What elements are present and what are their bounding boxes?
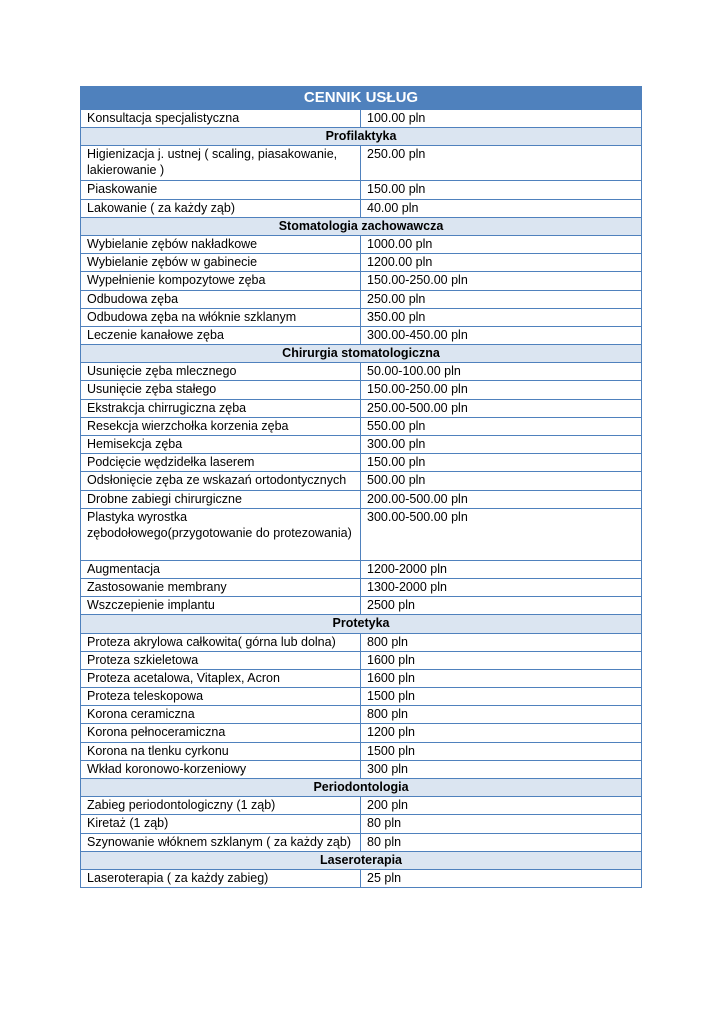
price-row <box>81 254 642 272</box>
service-name: Leczenie kanałowe zęba <box>81 326 361 344</box>
service-name: Higienizacja j. ustnej ( scaling, piasakowanie, lakierowanie ) <box>81 146 361 181</box>
service-price: 1200-2000 pln <box>361 560 642 578</box>
service-name: Zabieg periodontologiczny (1 ząb) <box>81 797 361 815</box>
service-name: Wkład koronowo-korzeniowy <box>81 760 361 778</box>
service-name: Wybielanie zębów w gabinecie <box>81 254 361 272</box>
service-price: 550.00 pln <box>361 417 642 435</box>
service-name: Plastyka wyrostka zębodołowego(przygotowanie do protezowania) <box>81 508 361 560</box>
service-price: 300.00-450.00 pln <box>361 326 642 344</box>
price-row <box>81 688 642 706</box>
price-row <box>81 436 642 454</box>
service-name: Proteza akrylowa całkowita( górna lub dolna) <box>81 633 361 651</box>
price-row <box>81 472 642 490</box>
section-header-row <box>81 345 642 363</box>
service-price: 800 pln <box>361 633 642 651</box>
service-price: 1600 pln <box>361 669 642 687</box>
service-name: Korona pełnoceramiczna <box>81 724 361 742</box>
service-price: 1200 pln <box>361 724 642 742</box>
price-row <box>81 797 642 815</box>
service-name: Piaskowanie <box>81 181 361 199</box>
service-name: Wszczepienie implantu <box>81 597 361 615</box>
service-name: Ekstrakcja chirrugiczna zęba <box>81 399 361 417</box>
service-price: 300.00 pln <box>361 436 642 454</box>
price-row <box>81 508 642 560</box>
price-row <box>81 560 642 578</box>
price-row <box>81 815 642 833</box>
title-row <box>81 87 642 110</box>
price-row <box>81 597 642 615</box>
service-name: Laseroterapia ( za każdy zabieg) <box>81 869 361 887</box>
service-name: Proteza szkieletowa <box>81 651 361 669</box>
service-price: 150.00-250.00 pln <box>361 381 642 399</box>
service-price: 150.00-250.00 pln <box>361 272 642 290</box>
service-price: 1600 pln <box>361 651 642 669</box>
service-name: Odsłonięcie zęba ze wskazań ortodontycznych <box>81 472 361 490</box>
price-row <box>81 146 642 181</box>
service-name: Zastosowanie membrany <box>81 578 361 596</box>
price-row <box>81 363 642 381</box>
service-price: 1500 pln <box>361 742 642 760</box>
service-price: 350.00 pln <box>361 308 642 326</box>
service-price: 200 pln <box>361 797 642 815</box>
service-name: Proteza acetalowa, Vitaplex, Acron <box>81 669 361 687</box>
service-price: 2500 pln <box>361 597 642 615</box>
service-price: 25 pln <box>361 869 642 887</box>
service-name: Usunięcie zęba mlecznego <box>81 363 361 381</box>
service-price: 150.00 pln <box>361 181 642 199</box>
service-name: Proteza teleskopowa <box>81 688 361 706</box>
price-row <box>81 235 642 253</box>
section-header: Protetyka <box>81 615 642 633</box>
price-row <box>81 706 642 724</box>
service-name: Drobne zabiegi chirurgiczne <box>81 490 361 508</box>
price-row <box>81 490 642 508</box>
price-row <box>81 869 642 887</box>
price-row <box>81 454 642 472</box>
service-name: Kiretaż (1 ząb) <box>81 815 361 833</box>
section-header: Periodontologia <box>81 779 642 797</box>
price-row <box>81 760 642 778</box>
service-price: 250.00 pln <box>361 146 642 181</box>
service-price: 500.00 pln <box>361 472 642 490</box>
price-row <box>81 308 642 326</box>
section-header: Stomatologia zachowawcza <box>81 217 642 235</box>
price-list-title: CENNIK USŁUG <box>81 87 642 110</box>
section-header: Chirurgia stomatologiczna <box>81 345 642 363</box>
service-name: Lakowanie ( za każdy ząb) <box>81 199 361 217</box>
service-price: 250.00 pln <box>361 290 642 308</box>
service-price: 50.00-100.00 pln <box>361 363 642 381</box>
price-row <box>81 290 642 308</box>
price-row <box>81 742 642 760</box>
service-price: 100.00 pln <box>361 110 642 128</box>
service-name: Odbudowa zęba na włóknie szklanym <box>81 308 361 326</box>
price-row <box>81 633 642 651</box>
price-row <box>81 326 642 344</box>
price-row <box>81 381 642 399</box>
price-row <box>81 399 642 417</box>
service-price: 80 pln <box>361 833 642 851</box>
service-name: Wybielanie zębów nakładkowe <box>81 235 361 253</box>
service-name: Usunięcie zęba stałego <box>81 381 361 399</box>
service-price: 1300-2000 pln <box>361 578 642 596</box>
service-price: 300 pln <box>361 760 642 778</box>
price-row <box>81 181 642 199</box>
section-header-row <box>81 851 642 869</box>
section-header: Profilaktyka <box>81 128 642 146</box>
service-name: Hemisekcja zęba <box>81 436 361 454</box>
service-name: Podcięcie wędzidełka laserem <box>81 454 361 472</box>
price-row <box>81 724 642 742</box>
service-price: 300.00-500.00 pln <box>361 508 642 560</box>
price-row <box>81 578 642 596</box>
service-name: Odbudowa zęba <box>81 290 361 308</box>
price-row <box>81 651 642 669</box>
service-name: Resekcja wierzchołka korzenia zęba <box>81 417 361 435</box>
price-row <box>81 417 642 435</box>
service-price: 800 pln <box>361 706 642 724</box>
service-name: Augmentacja <box>81 560 361 578</box>
price-row <box>81 199 642 217</box>
section-header: Laseroterapia <box>81 851 642 869</box>
service-price: 200.00-500.00 pln <box>361 490 642 508</box>
service-price: 80 pln <box>361 815 642 833</box>
section-header-row <box>81 615 642 633</box>
service-name: Szynowanie włóknem szklanym ( za każdy ząb) <box>81 833 361 851</box>
service-price: 40.00 pln <box>361 199 642 217</box>
service-price: 150.00 pln <box>361 454 642 472</box>
section-header-row <box>81 128 642 146</box>
service-name: Korona na tlenku cyrkonu <box>81 742 361 760</box>
service-price: 1500 pln <box>361 688 642 706</box>
price-row <box>81 833 642 851</box>
price-row <box>81 110 642 128</box>
service-price: 250.00-500.00 pln <box>361 399 642 417</box>
price-row <box>81 272 642 290</box>
price-row <box>81 669 642 687</box>
price-list-body <box>81 87 642 888</box>
service-name: Wypełnienie kompozytowe zęba <box>81 272 361 290</box>
service-price: 1200.00 pln <box>361 254 642 272</box>
section-header-row <box>81 779 642 797</box>
section-header-row <box>81 217 642 235</box>
service-name: Konsultacja specjalistyczna <box>81 110 361 128</box>
service-name: Korona ceramiczna <box>81 706 361 724</box>
service-price: 1000.00 pln <box>361 235 642 253</box>
price-list-table <box>80 86 642 888</box>
